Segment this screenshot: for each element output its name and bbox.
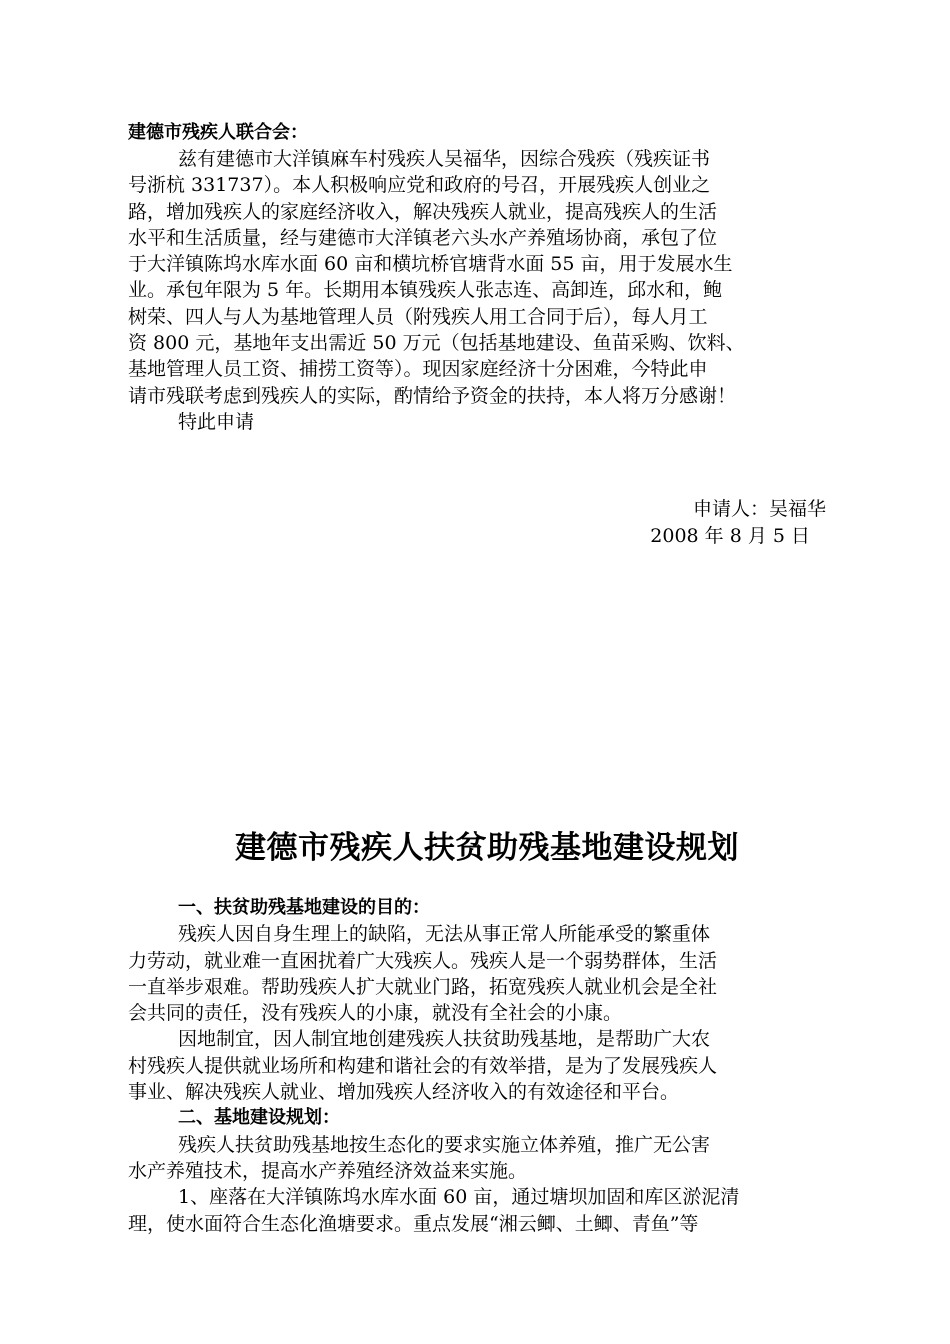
section-heading: 一、扶贫助残基地建设的目的： <box>178 897 430 918</box>
plan-title: 建德市残疾人扶贫助残基地建设规划 <box>235 830 739 866</box>
letter-line: 兹有建德市大洋镇麻车村残疾人吴福华，因综合残疾（残疾证书 <box>178 148 711 170</box>
paragraph-line: 残疾人因自身生理上的缺陷，无法从事正常人所能承受的繁重体 <box>178 923 711 946</box>
paragraph-line: 残疾人扶贫助残基地按生态化的要求实施立体养殖，推广无公害 <box>178 1133 711 1156</box>
paragraph-line: 力劳动，就业难一直困扰着广大残疾人。残疾人是一个弱势群体，生活 <box>128 949 718 972</box>
paragraph-line: 事业、解决残疾人就业、增加残疾人经济收入的有效途径和平台。 <box>128 1081 680 1104</box>
application-letter <box>128 120 828 435</box>
paragraph-line: 一直举步艰难。帮助残疾人扩大就业门路，拓宽残疾人就业机会是全社 <box>128 975 718 998</box>
section-heading: 二、基地建设规划： <box>178 1107 340 1129</box>
letter-addressee: 建德市残疾人联合会： <box>128 122 308 143</box>
paragraph-line: 水产养殖技术，提高水产养殖经济效益来实施。 <box>128 1159 528 1182</box>
letter-line: 水平和生活质量，经与建德市大洋镇老六头水产养殖场协商，承包了位 <box>128 226 718 249</box>
plan-body <box>128 895 828 1237</box>
paragraph-line: 1、座落在大洋镇陈坞水库水面 60 亩，通过塘坝加固和库区淤泥清 <box>178 1186 740 1209</box>
paragraph-line: 理，使水面符合生态化渔塘要求。重点发展“湘云鲫、土鲫、青鱼”等 <box>128 1212 699 1235</box>
paragraph-line: 村残疾人提供就业场所和构建和谐社会的有效举措，是为了发展残疾人 <box>128 1054 718 1077</box>
letter-line: 号浙杭 331737）。本人积极响应党和政府的号召，开展残疾人创业之 <box>128 174 711 197</box>
letter-line: 请市残联考虑到残疾人的实际，酌情给予资金的扶持，本人将万分感谢！ <box>128 384 737 407</box>
letter-date: 2008 年 8 月 5 日 <box>650 525 810 547</box>
letter-line: 基地管理人员工资、捕捞工资等）。现因家庭经济十分困难，今特此申 <box>128 358 708 381</box>
letter-signature <box>0 496 826 550</box>
letter-line: 业。承包年限为 5 年。长期用本镇残疾人张志连、高卸连，邱水和，鲍 <box>128 279 723 302</box>
letter-body <box>128 146 828 435</box>
letter-line: 树荣、四人与人为基地管理人员（附残疾人用工合同于后），每人月工 <box>128 305 708 328</box>
letter-line: 于大洋镇陈坞水库水面 60 亩和横坑桥官塘背水面 55 亩，用于发展水生 <box>128 253 733 276</box>
letter-line: 资 800 元，基地年支出需近 50 万元（包括基地建设、鱼苗采购、饮料、 <box>128 332 745 355</box>
letter-line: 路，增加残疾人的家庭经济收入，解决残疾人就业，提高残疾人的生活 <box>128 200 718 223</box>
paragraph-line: 会共同的责任，没有残疾人的小康，就没有全社会的小康。 <box>128 1002 623 1025</box>
letter-closing: 特此申请 <box>178 410 255 433</box>
applicant-name: 申请人：吴福华 <box>692 498 826 520</box>
paragraph-line: 因地制宜，因人制宜地创建残疾人扶贫助残基地，是帮助广大农 <box>178 1028 711 1051</box>
